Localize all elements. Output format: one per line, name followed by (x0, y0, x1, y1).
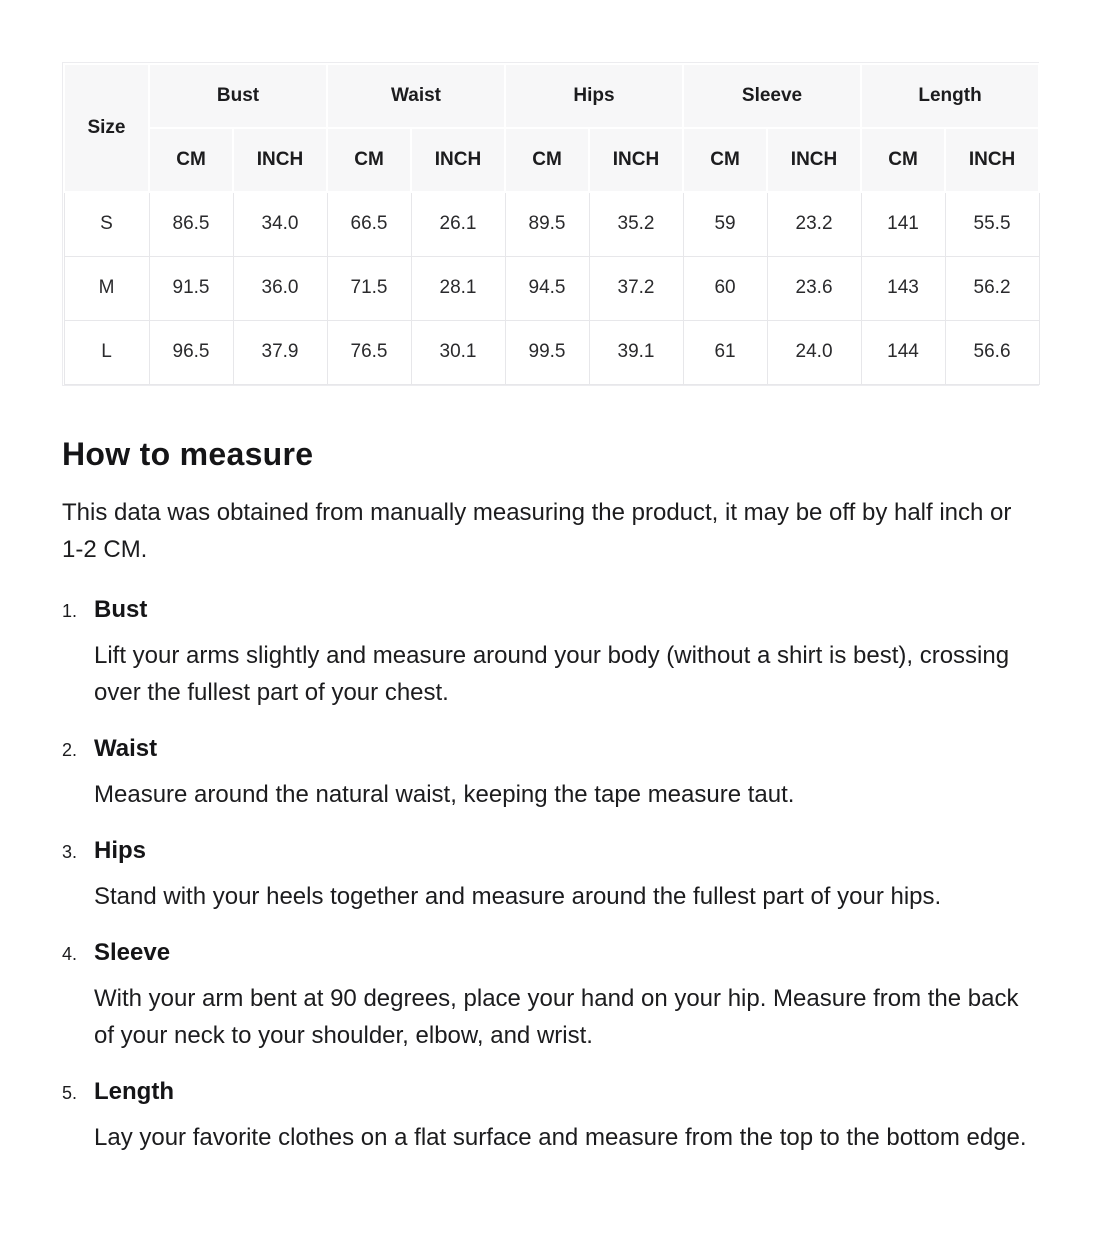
size-chart-header (64, 64, 1039, 192)
how-to-measure-title: How to measure (62, 435, 314, 472)
step-description: Measure around the natural waist, keeping the tape measure taut. (94, 781, 795, 809)
step-label: Bust (94, 596, 148, 624)
value-cell: 143 (861, 256, 945, 320)
size-chart (62, 62, 1039, 386)
unit-header-row (64, 128, 1039, 192)
value-cell: 30.1 (411, 320, 505, 384)
group-header-row (64, 64, 1039, 128)
value-cell: 24.0 (767, 320, 861, 384)
value-cell: 35.2 (589, 192, 683, 256)
measure-step-sleeve (62, 939, 1038, 1054)
unit-header-cm: CM (505, 128, 589, 192)
step-heading (62, 837, 1038, 865)
step-label: Sleeve (94, 939, 171, 967)
size-cell: L (64, 320, 149, 384)
value-cell: 36.0 (233, 256, 327, 320)
step-number: 2. (62, 740, 78, 761)
value-cell: 66.5 (327, 192, 411, 256)
step-label: Length (94, 1078, 174, 1106)
value-cell: 144 (861, 320, 945, 384)
unit-header-cm: CM (683, 128, 767, 192)
step-number: 4. (62, 944, 78, 965)
unit-header-cm: CM (861, 128, 945, 192)
measure-steps-list (62, 596, 1038, 1156)
measure-step-waist (62, 735, 1038, 813)
step-description: Lay your favorite clothes on a flat surface and measure from the top to the bottom edge. (94, 1124, 1027, 1152)
unit-header-inch: INCH (767, 128, 861, 192)
step-label: Waist (94, 735, 158, 763)
value-cell: 61 (683, 320, 767, 384)
value-cell: 60 (683, 256, 767, 320)
unit-header-cm: CM (149, 128, 233, 192)
value-cell: 23.6 (767, 256, 861, 320)
unit-header-inch: INCH (589, 128, 683, 192)
value-cell: 39.1 (589, 320, 683, 384)
value-cell: 55.5 (945, 192, 1039, 256)
value-cell: 141 (861, 192, 945, 256)
waist-group-header: Waist (327, 64, 505, 128)
value-cell: 91.5 (149, 256, 233, 320)
unit-header-inch: INCH (945, 128, 1039, 192)
value-cell: 99.5 (505, 320, 589, 384)
value-cell: 86.5 (149, 192, 233, 256)
measure-step-length (62, 1078, 1038, 1156)
step-label: Hips (94, 837, 147, 865)
value-cell: 34.0 (233, 192, 327, 256)
value-cell: 56.6 (945, 320, 1039, 384)
unit-header-cm: CM (327, 128, 411, 192)
step-heading (62, 1078, 1038, 1106)
value-cell: 94.5 (505, 256, 589, 320)
value-cell: 76.5 (327, 320, 411, 384)
value-cell: 71.5 (327, 256, 411, 320)
value-cell: 56.2 (945, 256, 1039, 320)
step-description: Stand with your heels together and measure around the fullest part of your hips. (94, 883, 942, 911)
measure-step-bust (62, 596, 1038, 711)
length-group-header: Length (861, 64, 1039, 128)
value-cell: 28.1 (411, 256, 505, 320)
step-number: 1. (62, 601, 78, 622)
step-heading (62, 596, 1038, 624)
step-description: Lift your arms slightly and measure around your body (without a shirt is best), crossing over the fullest part of your chest. (94, 642, 1010, 707)
hips-group-header: Hips (505, 64, 683, 128)
value-cell: 37.2 (589, 256, 683, 320)
measure-step-hips (62, 837, 1038, 915)
size-chart-table (63, 63, 1040, 385)
value-cell: 59 (683, 192, 767, 256)
bust-group-header: Bust (149, 64, 327, 128)
table-row-m (64, 256, 1039, 320)
unit-header-inch: INCH (233, 128, 327, 192)
sleeve-group-header: Sleeve (683, 64, 861, 128)
size-column-header: Size (64, 64, 149, 192)
step-number: 3. (62, 842, 78, 863)
step-number: 5. (62, 1083, 78, 1104)
step-heading (62, 735, 1038, 763)
value-cell: 26.1 (411, 192, 505, 256)
how-to-measure-intro: This data was obtained from manually measuring the product, it may be off by half inch or 1-2 CM. (62, 499, 1012, 564)
table-row-s (64, 192, 1039, 256)
step-heading (62, 939, 1038, 967)
step-description: With your arm bent at 90 degrees, place your hand on your hip. Measure from the back of your neck to your shoulder, elbow, and wrist. (94, 985, 1019, 1050)
size-cell: M (64, 256, 149, 320)
value-cell: 96.5 (149, 320, 233, 384)
table-row-l (64, 320, 1039, 384)
size-cell: S (64, 192, 149, 256)
value-cell: 89.5 (505, 192, 589, 256)
value-cell: 37.9 (233, 320, 327, 384)
unit-header-inch: INCH (411, 128, 505, 192)
size-chart-body (64, 192, 1039, 384)
value-cell: 23.2 (767, 192, 861, 256)
